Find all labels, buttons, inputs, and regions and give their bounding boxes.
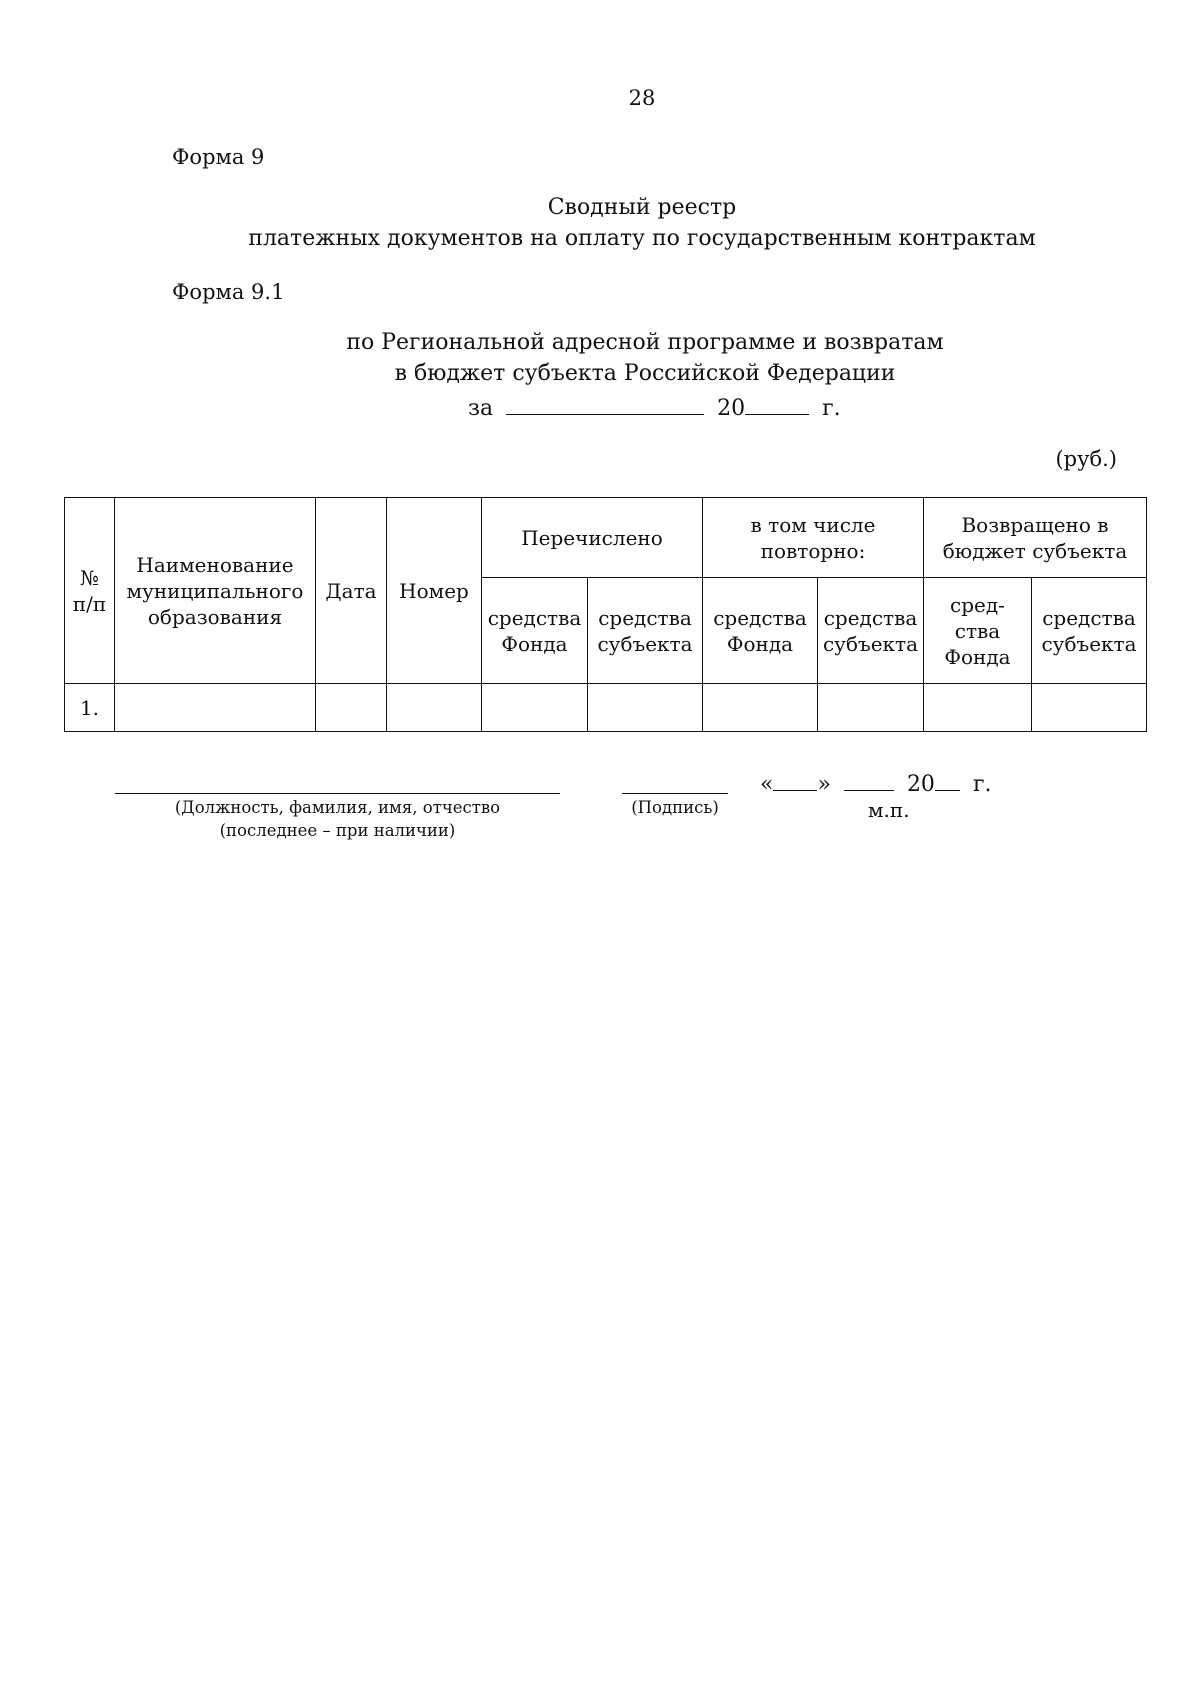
period-line bbox=[468, 392, 841, 421]
header-date: Дата bbox=[316, 498, 387, 684]
subtitle-line-1: по Региональной адресной программе и возвратам bbox=[346, 330, 944, 355]
header-transferred-subject: средства субъекта bbox=[588, 578, 703, 684]
row-1-returned-fund bbox=[924, 684, 1032, 732]
row-1-repeat-fund bbox=[703, 684, 818, 732]
header-returned-fund: сред-ства Фонда bbox=[924, 578, 1032, 684]
position-caption-2: (последнее – при наличии) bbox=[219, 821, 456, 840]
date-year-prefix: 20 bbox=[906, 772, 935, 797]
row-1-date bbox=[316, 684, 387, 732]
row-1-municipality bbox=[115, 684, 316, 732]
header-municipality: Наименование муниципального образования bbox=[115, 498, 316, 684]
register-table bbox=[64, 497, 1147, 732]
position-caption-1: (Должность, фамилия, имя, отчество bbox=[174, 798, 501, 817]
period-suffix: г. bbox=[822, 396, 841, 421]
row-1-repeat-subject bbox=[818, 684, 924, 732]
header-transferred: Перечислено bbox=[482, 498, 703, 578]
header-repeat-fund: средства Фонда bbox=[703, 578, 818, 684]
subform-label: Форма 9.1 bbox=[172, 280, 285, 304]
subtitle-line-2: в бюджет субъекта Российской Федерации bbox=[394, 361, 896, 386]
date-line bbox=[760, 768, 991, 797]
unit-label: (руб.) bbox=[1055, 447, 1117, 471]
row-1-transferred-fund bbox=[482, 684, 588, 732]
period-prefix: за bbox=[468, 396, 494, 421]
page-number: 28 bbox=[628, 86, 656, 110]
header-repeat: в том числе повторно: bbox=[703, 498, 924, 578]
form-label: Форма 9 bbox=[172, 145, 265, 169]
header-returned-subject: средства субъекта bbox=[1032, 578, 1147, 684]
row-1-doc-number bbox=[387, 684, 482, 732]
period-year-blank bbox=[745, 392, 809, 415]
date-open-quote: « bbox=[760, 772, 774, 797]
header-transferred-fund: средства Фонда bbox=[482, 578, 588, 684]
period-blank bbox=[506, 392, 704, 415]
stamp-label: м.п. bbox=[868, 798, 910, 822]
date-year-blank bbox=[935, 768, 960, 791]
date-suffix: г. bbox=[972, 772, 992, 797]
signature-caption: (Подпись) bbox=[631, 798, 719, 817]
title-line-2: платежных документов на оплату по государственным контрактам bbox=[248, 226, 1036, 251]
header-doc-number: Номер bbox=[387, 498, 482, 684]
signature-line bbox=[622, 793, 728, 794]
header-repeat-subject: средства субъекта bbox=[818, 578, 924, 684]
period-year-prefix: 20 bbox=[717, 396, 746, 421]
row-1-transferred-subject bbox=[588, 684, 703, 732]
position-line bbox=[115, 793, 560, 794]
header-returned: Возвращено в бюджет субъекта bbox=[924, 498, 1147, 578]
row-1-returned-subject bbox=[1032, 684, 1147, 732]
date-month-blank bbox=[844, 768, 894, 791]
header-number: № п/п bbox=[65, 498, 115, 684]
row-1-number: 1. bbox=[65, 684, 115, 732]
date-close-quote: » bbox=[817, 772, 831, 797]
title-line-1: Сводный реестр bbox=[547, 195, 737, 220]
date-day-blank bbox=[773, 768, 817, 791]
